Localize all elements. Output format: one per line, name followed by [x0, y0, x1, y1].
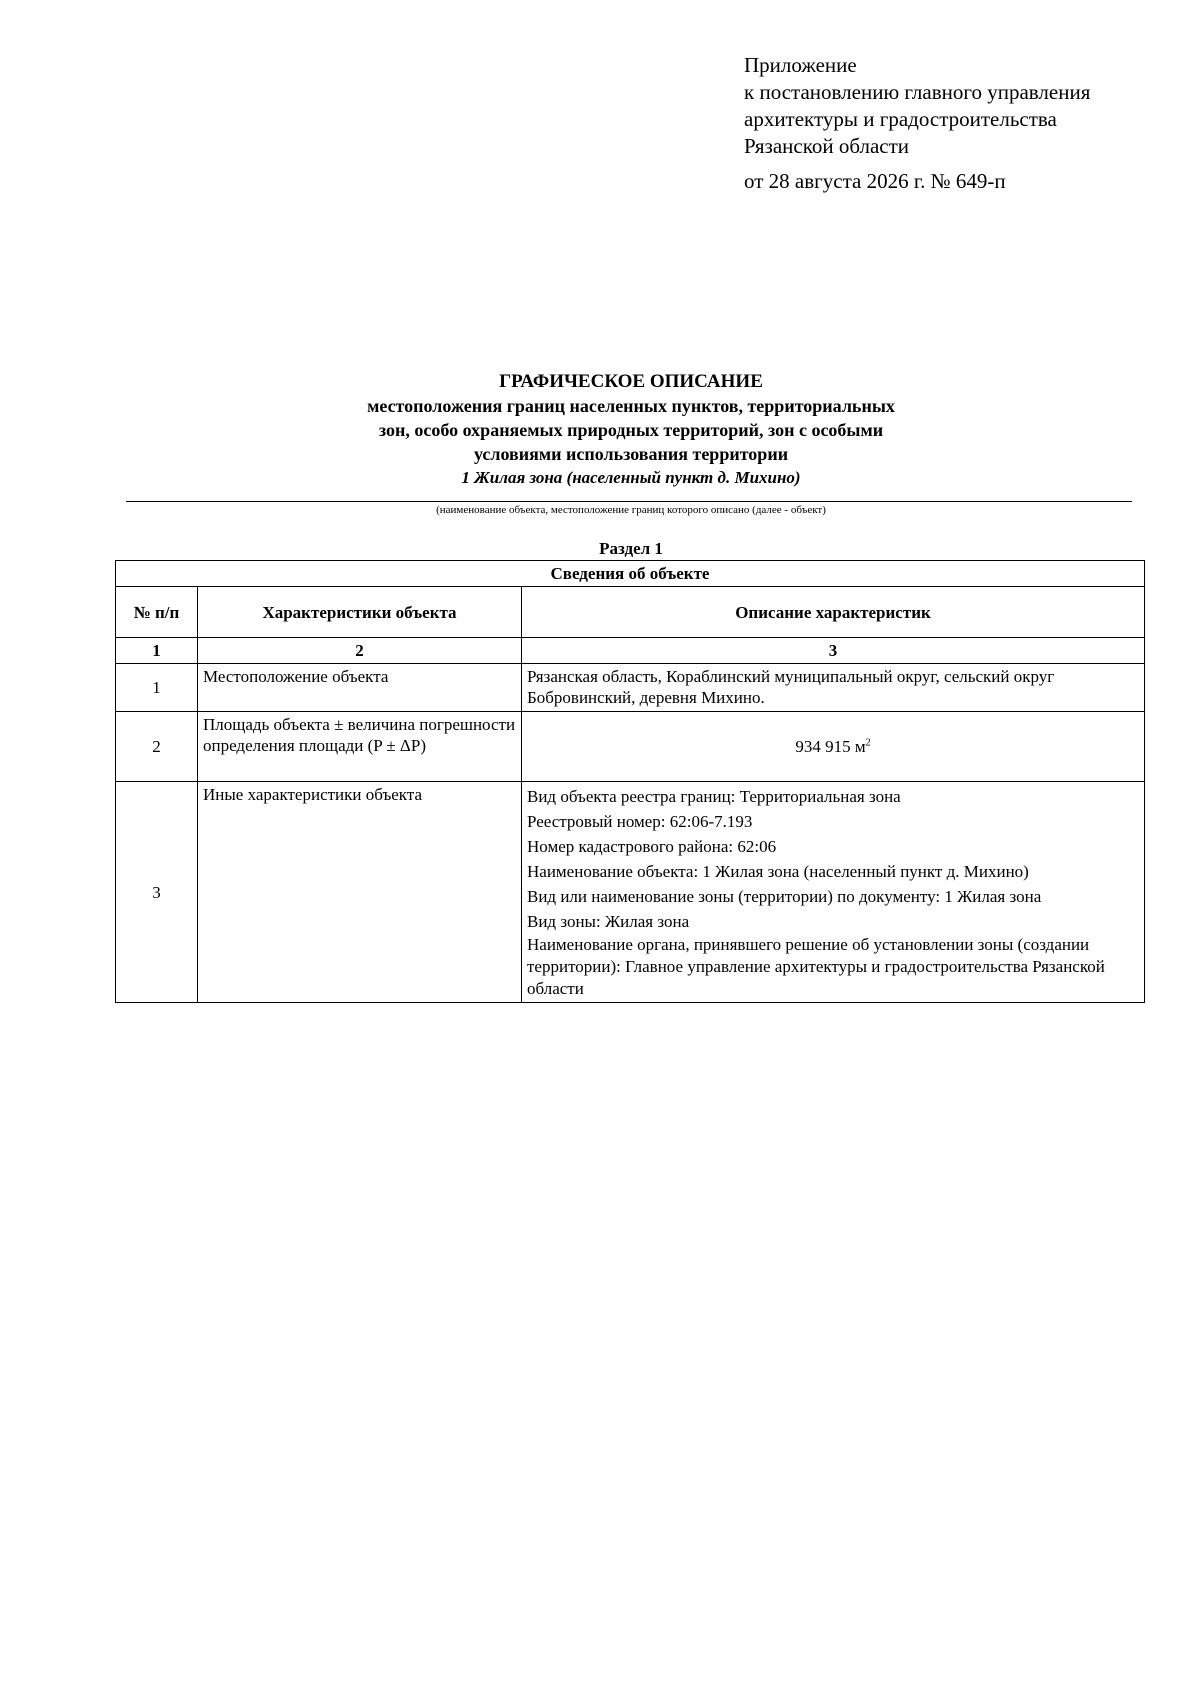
appendix-date: от 28 августа 2026 г. № 649-п: [744, 169, 1006, 193]
row-description: [522, 782, 1145, 1003]
object-name-underline: [126, 501, 1132, 502]
description-line: Наименование органа, принявшего решение об установлении зоны (создании территории): Главное управление архитектуры и градостроительства Рязанской области: [527, 935, 1105, 998]
index-cell: 2: [198, 638, 522, 664]
object-name: 1 Жилая зона (населенный пункт д. Михино): [461, 468, 801, 487]
appendix-line: к постановлению главного управления: [744, 80, 1091, 104]
area-value-cell: [522, 712, 1145, 782]
table-title: Сведения об объекте: [116, 561, 1145, 587]
table-row: [116, 664, 1145, 712]
object-info-table: [115, 560, 1145, 1003]
document-title: ГРАФИЧЕСКОЕ ОПИСАНИЕ: [499, 371, 763, 392]
row-description: Рязанская область, Кораблинский муниципальный округ, сельский округ Бобровинский, деревня Михино.: [522, 664, 1145, 712]
row-characteristic: Площадь объекта ± величина погрешности определения площади (P ± ΔP): [198, 712, 522, 782]
object-name-caption: (наименование объекта, местоположение границ которого описано (далее - объект): [436, 504, 826, 516]
row-number: 1: [116, 664, 198, 712]
description-line: Вид объекта реестра границ: Территориальная зона: [527, 787, 901, 806]
description-line: Реестровый номер: 62:06-7.193: [527, 812, 753, 831]
document-subtitle-line: зон, особо охраняемых природных территорий, зон с особыми: [378, 420, 884, 440]
description-line: Вид зоны: Жилая зона: [527, 912, 690, 931]
header-characteristic: Характеристики объекта: [198, 587, 522, 638]
document-subtitle-line: условиями использования территории: [473, 444, 789, 464]
section-title: Раздел 1: [599, 539, 663, 558]
table-header-row: [116, 587, 1145, 638]
table-row: [116, 782, 1145, 1003]
table-index-row: [116, 638, 1145, 664]
row-characteristic: Местоположение объекта: [198, 664, 522, 712]
row-number: 3: [116, 782, 198, 1003]
row-number: 2: [116, 712, 198, 782]
table-row: [116, 712, 1145, 782]
appendix-line: Приложение: [744, 53, 857, 77]
appendix-header: [744, 52, 1184, 195]
description-line: Наименование объекта: 1 Жилая зона (населенный пункт д. Михино): [527, 862, 1029, 881]
description-line: Вид или наименование зоны (территории) по документу: 1 Жилая зона: [527, 887, 1042, 906]
document-subtitle-line: местоположения границ населенных пунктов, территориальных: [367, 396, 895, 416]
index-cell: 3: [522, 638, 1145, 664]
header-description: Описание характеристик: [522, 587, 1145, 638]
row-characteristic: Иные характеристики объекта: [198, 782, 522, 1003]
area-value: 934 915 м: [795, 737, 866, 756]
description-line: Номер кадастрового района: 62:06: [527, 837, 777, 856]
header-number: № п/п: [116, 587, 198, 638]
document-title-block: [126, 369, 1136, 490]
index-cell: 1: [116, 638, 198, 664]
appendix-line: Рязанской области: [744, 134, 910, 158]
appendix-line: архитектуры и градостроительства: [744, 107, 1057, 131]
table-title-row: [116, 561, 1145, 587]
area-unit-exponent: 2: [865, 737, 871, 749]
